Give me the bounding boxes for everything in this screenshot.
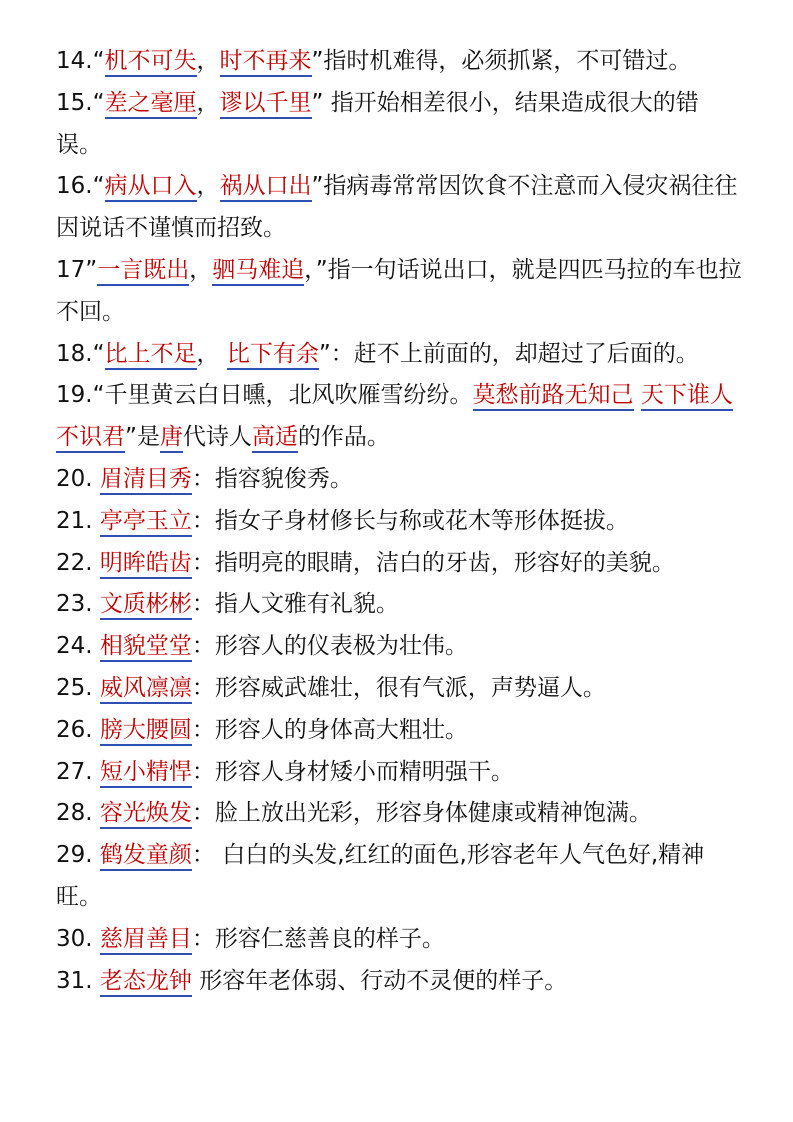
list-item: [56, 626, 743, 668]
list-item: [56, 793, 743, 835]
highlighted-phrase: 驷马难追: [212, 257, 304, 286]
highlighted-phrase: 莫愁前路无知己: [473, 382, 634, 411]
highlighted-phrase: 病从口入: [105, 173, 197, 202]
entry-text: ：形容人的身体高大粗壮。: [191, 716, 468, 743]
entry-text: 25.: [56, 674, 100, 701]
entry-text: 24.: [56, 633, 100, 660]
entry-text: ：指容貌俊秀。: [191, 465, 353, 492]
entry-text: ：形容人身材矮小而精明强干。: [191, 758, 514, 785]
highlighted-phrase: 比下有余: [227, 341, 319, 370]
entry-text: 26.: [56, 716, 100, 743]
entry-text: ：形容仁慈善良的样子。: [191, 925, 445, 952]
highlighted-phrase: 文质彬彬: [100, 591, 192, 620]
list-item: [56, 375, 743, 459]
entry-text: ，: [196, 340, 227, 367]
entry-text: ，: [196, 48, 220, 74]
highlighted-phrase: 亭亭玉立: [100, 508, 192, 537]
list-item: [56, 334, 743, 376]
list-item: [56, 835, 743, 919]
entry-text: ：脸上放出光彩，形容身体健康或精神饱满。: [191, 800, 652, 827]
list-item: [56, 250, 743, 334]
entry-text: 23.: [56, 591, 100, 618]
list-item: [56, 752, 743, 794]
highlighted-phrase: 唐: [160, 424, 183, 453]
highlighted-phrase: 相貌堂堂: [100, 633, 192, 662]
entry-text: ：指人文雅有礼貌。: [191, 591, 399, 618]
list-item: [56, 584, 743, 626]
entry-text: ”是: [125, 424, 160, 451]
highlighted-phrase: 明眸皓齿: [100, 550, 192, 579]
entry-text: 16.“: [56, 173, 105, 200]
entry-text: 19.“千里黄云白日曛，北风吹雁雪纷纷。: [56, 382, 473, 409]
highlighted-phrase: 机不可失: [105, 48, 197, 77]
entry-text: 17”: [56, 256, 98, 283]
entry-text: ”：赶不上前面的，却超过了后面的。: [318, 340, 699, 367]
entry-text: 的作品。: [297, 424, 390, 451]
entry-text: 22.: [56, 549, 100, 576]
list-item: [56, 459, 743, 501]
entry-text: ，: [196, 173, 220, 200]
highlighted-phrase: 短小精悍: [100, 759, 192, 788]
highlighted-phrase: 容光焕发: [100, 800, 192, 829]
entry-text: 29.: [56, 842, 100, 869]
entry-text: ：形容威武雄壮，很有气派，声势逼人。: [191, 674, 606, 701]
list-item: [56, 668, 743, 710]
highlighted-phrase: 慈眉善目: [100, 926, 192, 955]
highlighted-phrase: 一言既出: [97, 257, 189, 286]
list-item: [56, 41, 743, 83]
highlighted-phrase: 天下谁人不识君: [56, 382, 733, 453]
entry-text: 18.“: [56, 340, 105, 367]
entry-text: ”指时机难得，必须抓紧，不可错过。: [311, 48, 692, 74]
entry-text: [634, 382, 641, 408]
entry-text: 14.“: [56, 48, 105, 74]
entry-text: ：指明亮的眼睛，洁白的牙齿，形容好的美貌。: [191, 549, 675, 576]
highlighted-phrase: 比上不足: [105, 341, 197, 370]
list-item: [56, 501, 743, 543]
entry-text: ” 指开始相差很小，结果造成很大的错误。: [56, 89, 699, 158]
highlighted-phrase: 眉清目秀: [100, 466, 192, 495]
highlighted-phrase: 差之毫厘: [105, 90, 197, 119]
entry-text: 15.“: [56, 89, 105, 116]
list-item: [56, 710, 743, 752]
entry-text: ，”指一句话说出口，就是四匹马拉的车也拉不回。: [56, 256, 742, 325]
entry-text: 28.: [56, 800, 100, 827]
entry-text: 27.: [56, 758, 100, 785]
entry-list: [56, 41, 743, 1002]
entry-text: 21.: [56, 507, 100, 534]
entry-text: ，: [196, 89, 220, 116]
highlighted-phrase: 威风凛凛: [100, 675, 192, 704]
highlighted-phrase: 谬以千里: [220, 90, 312, 119]
entry-text: ：指女子身材修长与称或花木等形体挺拔。: [191, 507, 629, 534]
entry-text: 30.: [56, 925, 100, 952]
list-item: [56, 543, 743, 585]
entry-text: ，: [189, 256, 213, 283]
highlighted-phrase: 祸从口出: [220, 173, 312, 202]
entry-text: ： 白白的头发,红红的面色,形容老年人气色好,精神旺。: [56, 842, 705, 910]
list-item: [56, 83, 743, 167]
highlighted-phrase: 鹤发童颜: [100, 842, 192, 871]
highlighted-phrase: 时不再来: [220, 48, 312, 77]
list-item: [56, 961, 743, 1003]
entry-text: 代诗人: [182, 424, 252, 451]
highlighted-phrase: 高适: [252, 424, 298, 453]
list-item: [56, 919, 743, 961]
entry-text: ：形容人的仪表极为壮伟。: [191, 633, 468, 660]
entry-text: ”指病毒常常因饮食不注意而入侵灾祸往往因说话不谨慎而招致。: [56, 173, 738, 242]
list-item: [56, 166, 743, 250]
highlighted-phrase: 膀大腰圆: [100, 717, 192, 746]
entry-text: 20.: [56, 465, 100, 492]
highlighted-phrase: 老态龙钟: [100, 968, 192, 997]
entry-text: 31.: [56, 967, 100, 994]
entry-text: 形容年老体弱、行动不灵便的样子。: [191, 967, 568, 994]
